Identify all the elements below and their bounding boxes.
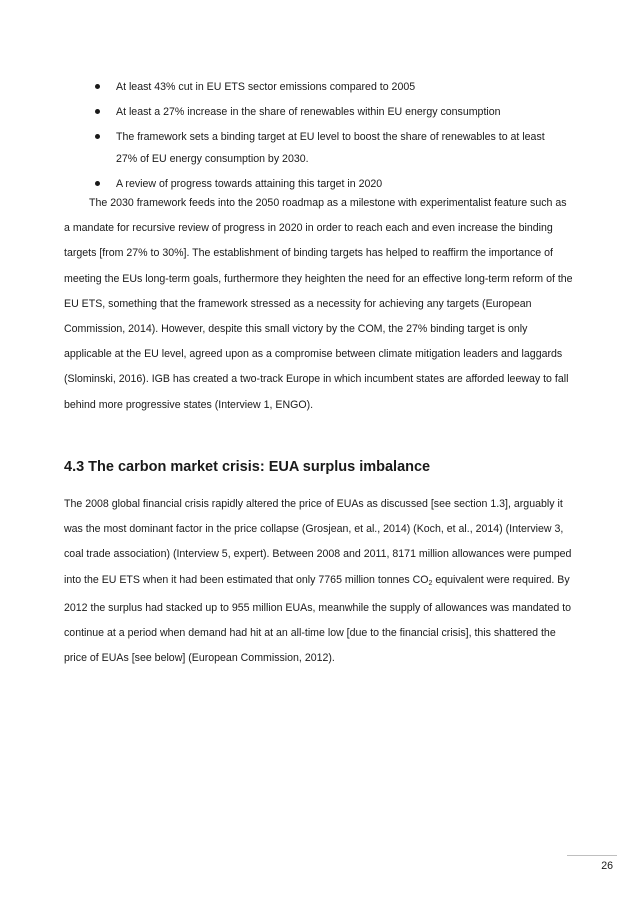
bullet-list xyxy=(94,76,564,195)
section-paragraph-part1: The 2008 global financial crisis rapidly altered the price of EUAs as discussed [see section 1.3], arguably it was the most dominant factor in the price collapse (Grosjean, et al., 2014) (Koch, et al., 2014) (Interview 3, coal trade association) (Interview 5, expert). Between 2008 and 2011, 8171 million allowances were pumped into the EU ETS when it had been estimated that only 7765 million tonnes CO xyxy=(64,498,572,586)
bullet-icon xyxy=(95,181,100,186)
bullet-item xyxy=(94,101,564,123)
bullet-icon xyxy=(95,84,100,89)
section-paragraph xyxy=(64,492,574,671)
bullet-text: The framework sets a binding target at EU level to boost the share of renewables to at least 27% of EU energy consumption by 2030. xyxy=(116,131,545,165)
section-heading: 4.3 The carbon market crisis: EUA surplus imbalance xyxy=(64,459,431,475)
bullet-text: At least 43% cut in EU ETS sector emissions compared to 2005 xyxy=(116,81,416,93)
bullet-text: A review of progress towards attaining this target in 2020 xyxy=(116,178,383,190)
body-paragraph: The 2030 framework feeds into the 2050 roadmap as a milestone with experimentalist feature such as a mandate for recursive review of progress in 2020 in order to reach each and even increase the binding targets [from 27% to 30%]. The establishment of binding targets has helped to reaffirm the importance of meeting the EUs long-term goals, furthermore they heighten the need for an effective long-term reform of the EU ETS, something that the framework stressed as a necessity for achieving any targets (European Commission, 2014). However, despite this small victory by the COM, the 27% binding target is only applicable at the EU level, agreed upon as a compromise between climate mitigation leaders and laggards (Slominski, 2016). IGB has created a two-track Europe in which incumbent states are afforded leeway to fall behind more progressive states (Interview 1, ENGO). xyxy=(64,197,573,411)
bullet-text: At least a 27% increase in the share of renewables within EU energy consumption xyxy=(116,106,501,118)
bullet-item xyxy=(94,126,564,170)
bullet-icon xyxy=(95,134,100,139)
subscript-2: 2 xyxy=(428,579,433,587)
page-number: 26 xyxy=(601,860,613,872)
bullet-icon xyxy=(95,109,100,114)
section-paragraph-part2: equivalent were required. By 2012 the surplus had stacked up to 955 million EUAs, meanwhile the supply of allowances was mandated to continue at a period when demand had hit at an all-time low [due to the financial crisis], this shattered the price of EUAs [see below] (European Commission, 2012). xyxy=(64,573,572,665)
bullet-item xyxy=(94,76,564,98)
footer-divider xyxy=(567,855,617,856)
